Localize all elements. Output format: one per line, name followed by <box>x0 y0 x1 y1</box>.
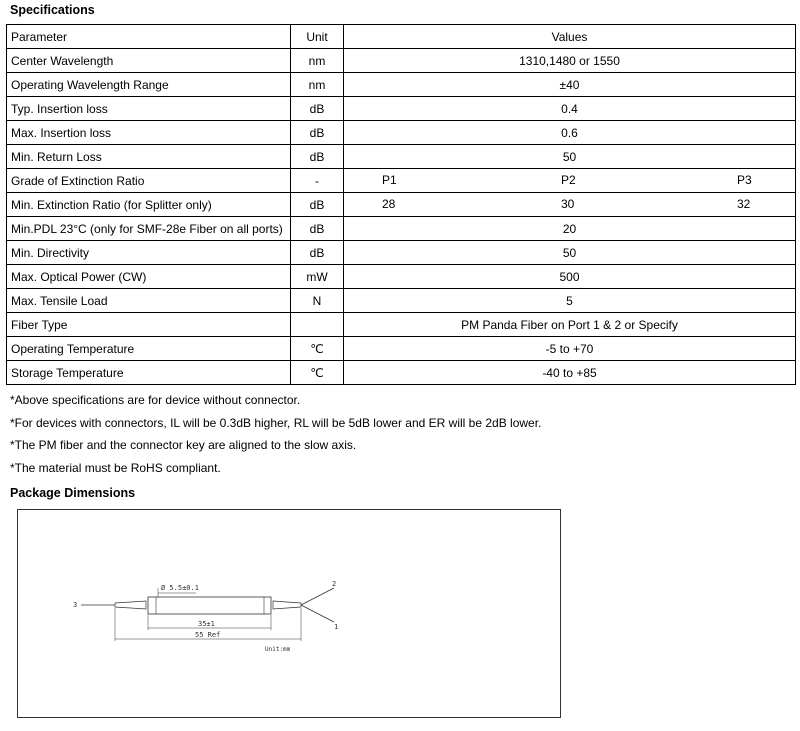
unit-cell: ℃ <box>291 337 344 361</box>
extinction-p1: 28 <box>382 197 396 211</box>
table-row <box>7 97 796 121</box>
table-row <box>7 169 796 193</box>
param-cell: Center Wavelength <box>7 49 291 73</box>
unit-cell: mW <box>291 265 344 289</box>
extinction-p2: 30 <box>561 197 575 211</box>
unit-cell: nm <box>291 49 344 73</box>
extinction-p3: 32 <box>737 197 751 211</box>
package-drawing-svg <box>18 510 562 719</box>
specifications-table <box>6 24 796 385</box>
notes <box>10 393 541 483</box>
header-values: Values <box>344 25 796 49</box>
table-row <box>7 73 796 97</box>
value-cell: -5 to +70 <box>344 337 796 361</box>
right-boot <box>273 601 301 609</box>
unit-cell: dB <box>291 193 344 217</box>
param-cell: Min. Extinction Ratio (for Splitter only) <box>7 193 291 217</box>
value-cell: 0.6 <box>344 121 796 145</box>
param-cell: Operating Wavelength Range <box>7 73 291 97</box>
table-row <box>7 289 796 313</box>
value-cell <box>344 169 796 193</box>
note: *The material must be RoHS compliant. <box>10 460 221 475</box>
value-cell <box>344 193 796 217</box>
note: *For devices with connectors, IL will be 0.3dB higher, RL will be 5dB lower and ER will be 2dB lower. <box>10 415 542 430</box>
table-row <box>7 265 796 289</box>
note: *Above specifications are for device without connector. <box>10 393 301 407</box>
param-cell: Max. Insertion loss <box>7 121 291 145</box>
port-1-label: 1 <box>334 623 339 631</box>
value-cell: 1310,1480 or 1550 <box>344 49 796 73</box>
value-cell: PM Panda Fiber on Port 1 & 2 or Specify <box>344 313 796 337</box>
header-unit: Unit <box>291 25 344 49</box>
value-cell: 50 <box>344 241 796 265</box>
unit-cell: nm <box>291 73 344 97</box>
unit-cell: dB <box>291 217 344 241</box>
grade-p2: P2 <box>561 173 576 187</box>
port-2-label: 2 <box>332 580 337 588</box>
unit-label: Unit:mm <box>265 646 291 653</box>
specifications-heading: Specifications <box>10 3 95 17</box>
param-cell: Max. Optical Power (CW) <box>7 265 291 289</box>
param-cell: Fiber Type <box>7 313 291 337</box>
value-cell: 500 <box>344 265 796 289</box>
unit-cell: dB <box>291 97 344 121</box>
output-fiber-2 <box>301 588 334 605</box>
param-cell: Max. Tensile Load <box>7 289 291 313</box>
body-tube <box>148 597 271 614</box>
value-cell: 5 <box>344 289 796 313</box>
value-cell: -40 to +85 <box>344 361 796 385</box>
param-cell: Typ. Insertion loss <box>7 97 291 121</box>
header-parameter: Parameter <box>7 25 291 49</box>
unit-cell: dB <box>291 121 344 145</box>
unit-cell: N <box>291 289 344 313</box>
unit-cell: dB <box>291 145 344 169</box>
table-row <box>7 241 796 265</box>
param-cell: Grade of Extinction Ratio <box>7 169 291 193</box>
value-cell: 50 <box>344 145 796 169</box>
table-row <box>7 217 796 241</box>
grade-p3: P3 <box>737 173 752 187</box>
unit-cell: - <box>291 169 344 193</box>
param-cell: Storage Temperature <box>7 361 291 385</box>
table-row <box>7 49 796 73</box>
value-cell: ±40 <box>344 73 796 97</box>
param-cell: Min. Directivity <box>7 241 291 265</box>
value-cell: 20 <box>344 217 796 241</box>
table-row <box>7 193 796 217</box>
unit-cell: ℃ <box>291 361 344 385</box>
package-dimensions-heading: Package Dimensions <box>10 486 136 500</box>
value-cell: 0.4 <box>344 97 796 121</box>
note: *The PM fiber and the connector key are aligned to the slow axis. <box>10 438 357 452</box>
unit-cell: dB <box>291 241 344 265</box>
table-row <box>7 337 796 361</box>
table-row <box>7 145 796 169</box>
output-fiber-1 <box>301 605 334 622</box>
body-length-label: 35±1 <box>198 620 215 628</box>
unit-cell <box>291 313 344 337</box>
table-row <box>7 121 796 145</box>
param-cell: Min. Return Loss <box>7 145 291 169</box>
param-cell: Min.PDL 23°C (only for SMF-28e Fiber on all ports) <box>7 217 291 241</box>
diameter-label: Ø 5.5±0.1 <box>161 584 199 592</box>
total-length-label: 55 Ref <box>195 631 221 639</box>
param-cell: Operating Temperature <box>7 337 291 361</box>
table-row <box>7 361 796 385</box>
left-boot <box>115 601 146 609</box>
table-header-row <box>7 25 796 49</box>
table-row <box>7 313 796 337</box>
package-drawing <box>17 509 561 718</box>
port-3-label: 3 <box>73 601 78 609</box>
grade-p1: P1 <box>382 173 397 187</box>
